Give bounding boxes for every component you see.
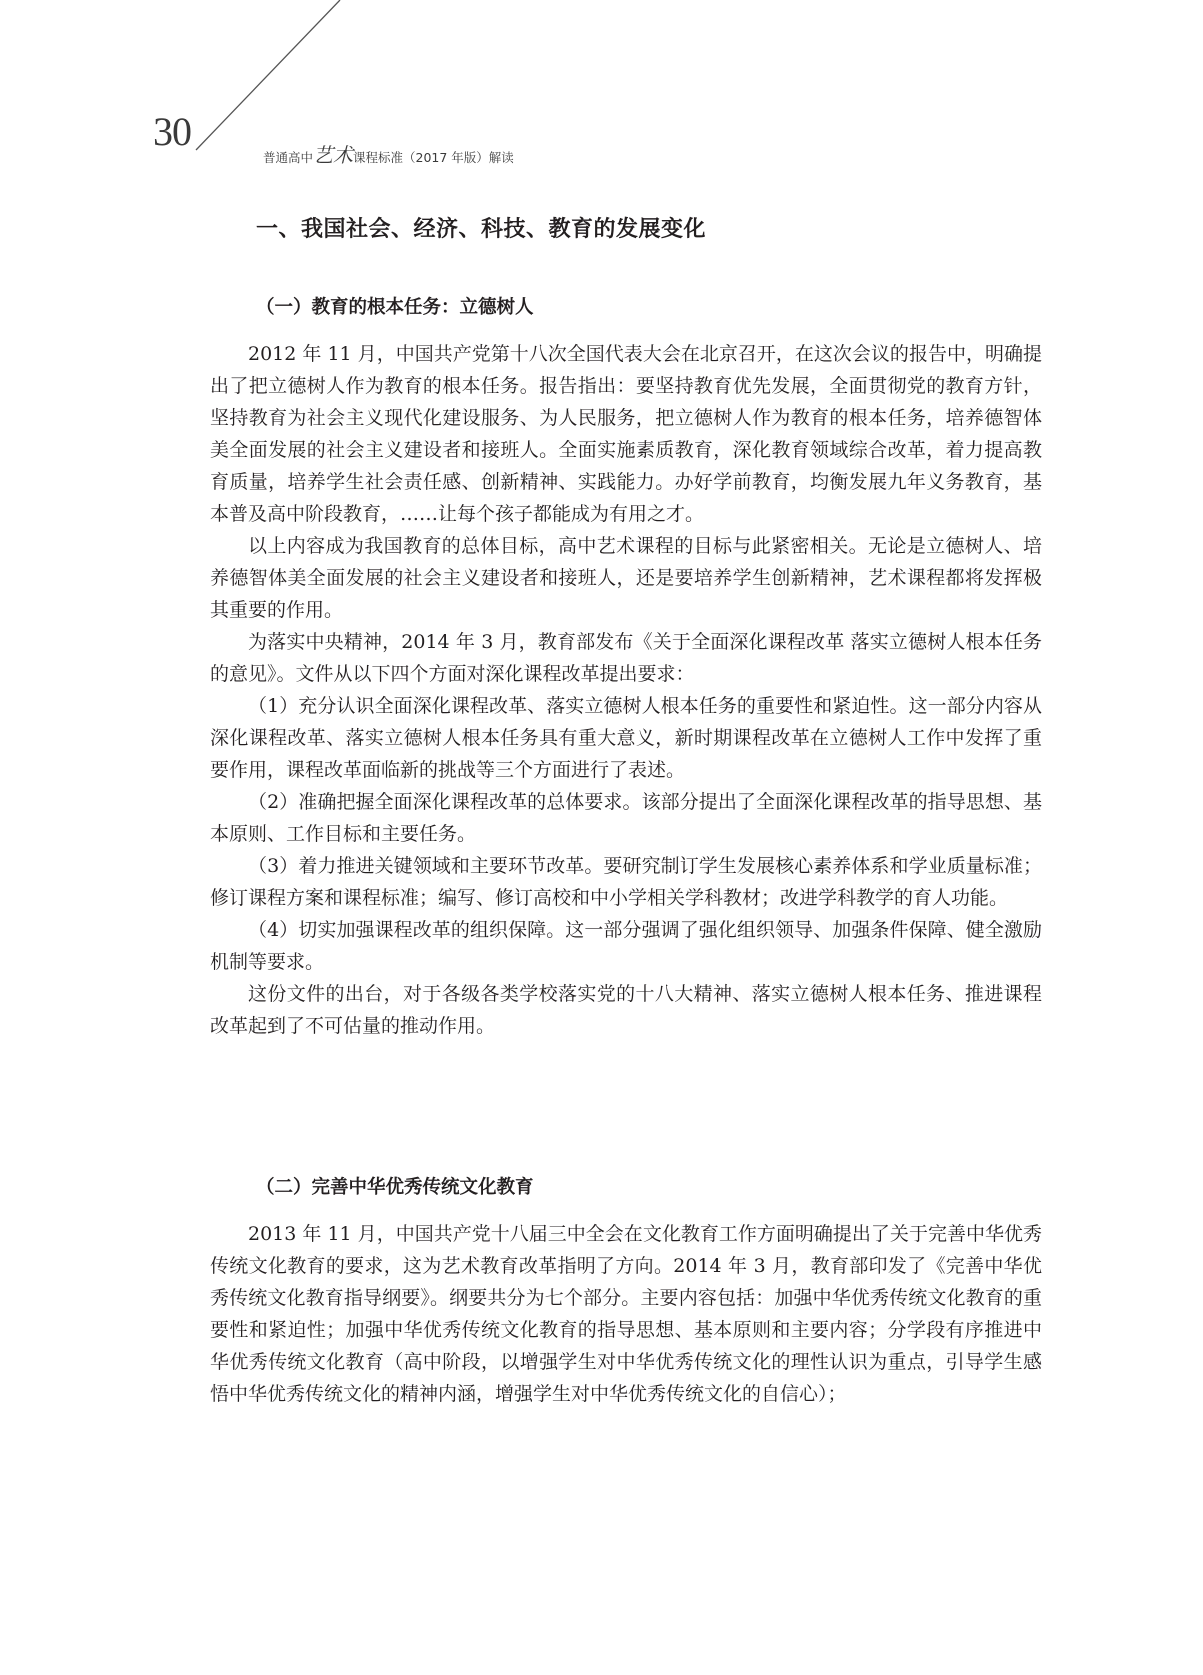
- running-head-prefix: 普通高中: [263, 150, 314, 165]
- subsection-title-2: （二）完善中华优秀传统文化教育: [256, 1177, 534, 1198]
- paragraph: 2013 年 11 月，中国共产党十八届三中全会在文化教育工作方面明确提出了关于完善中华优秀传统文化教育的要求，这为艺术教育改革指明了方向。2014 年 3 月，教育部印发了《完善中华优秀传统文化教育指导纲要》。纲要共分为七个部分。主要内容包括：加强中华优秀传统文化教育的重要性和紧迫性；加强中华优秀传统文化教育的指导思想、基本原则和主要内容；分学段有序推进中华优秀传统文化教育（高中阶段，以增强学生对中华优秀传统文化的理性认识为重点，引导学生感悟中华优秀传统文化的精神内涵，增强学生对中华优秀传统文化的自信心）；: [210, 1223, 1042, 1405]
- paragraph: 这份文件的出台，对于各级各类学校落实党的十八大精神、落实立德树人根本任务、推进课程改革起到了不可估量的推动作用。: [210, 983, 1042, 1037]
- section-title: 一、我国社会、经济、科技、教育的发展变化: [256, 217, 707, 242]
- running-head: [263, 139, 514, 168]
- paragraph: 以上内容成为我国教育的总体目标，高中艺术课程的目标与此紧密相关。无论是立德树人、培养德智体美全面发展的社会主义建设者和接班人，还是要培养学生创新精神，艺术课程都将发挥极其重要的作用。: [210, 535, 1042, 621]
- paragraph: 2012 年 11 月，中国共产党第十八次全国代表大会在北京召开，在这次会议的报告中，明确提出了把立德树人作为教育的根本任务。报告指出：要坚持教育优先发展，全面贯彻党的教育方针，坚持教育为社会主义现代化建设服务、为人民服务，把立德树人作为教育的根本任务，培养德智体美全面发展的社会主义建设者和接班人。全面实施素质教育，深化教育领域综合改革，着力提高教育质量，培养学生社会责任感、创新精神、实践能力。办好学前教育，均衡发展九年义务教育，基本普及高中阶段教育，……让每个孩子都能成为有用之才。: [210, 343, 1042, 525]
- page-number: 30: [153, 109, 191, 154]
- subsection-1-body: [210, 338, 1042, 1042]
- paragraph: （4）切实加强课程改革的组织保障。这一部分强调了强化组织领导、加强条件保障、健全激励机制等要求。: [210, 919, 1042, 973]
- paragraph: （1）充分认识全面深化课程改革、落实立德树人根本任务的重要性和紧迫性。这一部分内容从深化课程改革、落实立德树人根本任务具有重大意义，新时期课程改革在立德树人工作中发挥了重要作用，课程改革面临新的挑战等三个方面进行了表述。: [210, 695, 1042, 781]
- running-head-suffix: 课程标准（2017 年版）解读: [353, 150, 514, 165]
- running-head-art: 艺术: [313, 143, 354, 167]
- paragraph: （2）准确把握全面深化课程改革的总体要求。该部分提出了全面深化课程改革的指导思想、基本原则、工作目标和主要任务。: [210, 791, 1042, 845]
- paragraph: 为落实中央精神，2014 年 3 月，教育部发布《关于全面深化课程改革 落实立德树人根本任务的意见》。文件从以下四个方面对深化课程改革提出要求：: [210, 631, 1042, 685]
- subsection-title-1: （一）教育的根本任务：立德树人: [256, 297, 534, 318]
- subsection-2-body: [210, 1218, 1042, 1410]
- paragraph: （3）着力推进关键领域和主要环节改革。要研究制订学生发展核心素养体系和学业质量标准；修订课程方案和课程标准；编写、修订高校和中小学相关学科教材；改进学科教学的育人功能。: [210, 855, 1042, 909]
